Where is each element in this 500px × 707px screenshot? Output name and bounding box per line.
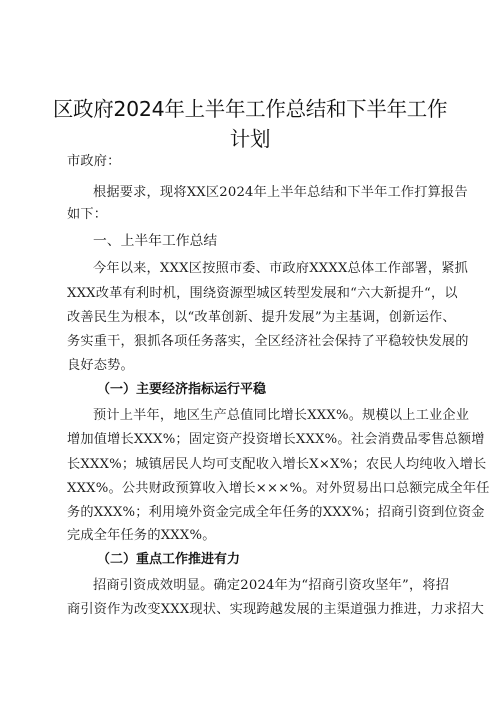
salutation: 市政府： [67,154,121,169]
subsection-1-para-line-6: 完成全年任务的XXX%。 [67,528,216,543]
subsection-1-para-line-3: 长XXX%；城镇居民人均可支配收入增长X×X%；农民人均纯收入增长 [67,457,487,472]
subsection-1-para-line-5: 务的XXX%；利用境外资金完成全年任务的XXX%；招商引资到位资金 [67,505,485,520]
subsection-2-para-line-2: 商引资作为改变XXX现状、实现跨越发展的主渠道强力推进，力求招大 [67,602,484,617]
section-1-para-line-3: 改善民生为根本，以“改革创新、提升发展”为主基调，创新运作、 [67,310,456,325]
intro-line-1: 根据要求，现将XX区2024年上半年总结和下半年工作打算报告 [93,185,468,200]
subsection-1-para-line-2: 增加值增长XXX%；固定资产投资增长XXX%。社会消费品零售总额增 [67,432,485,447]
section-1-para-line-1: 今年以来，XXX区按照市委、市政府XXXX总体工作部署，紧抓 [93,261,469,276]
section-1-para-line-5: 良好态势。 [67,358,134,373]
section-1-heading: 一、上半年工作总结 [93,233,218,249]
subsection-1-para-line-4: XXX%。公共财政预算收入增长×××%。对外贸易出口总额完成全年任 [67,481,490,496]
document-title-line-2: 计划 [229,127,271,151]
subsection-1-heading: （一）主要经济指标运行平稳 [97,382,267,397]
intro-line-2: 如下： [67,207,108,222]
section-1-para-line-4: 务实重干，狠抓各项任务落实，全区经济社会保持了平稳较快发展的 [67,334,469,349]
section-1-para-line-2: XXX改革有利时机，围绕资源型城区转型发展和“六大新提升“，以 [67,286,458,301]
document-title-line-1: 区政府2024年上半年工作总结和下半年工作 [52,97,448,121]
subsection-2-para-line-1: 招商引资成效明显。确定2024年为“招商引资攻坚年”，将招 [93,578,450,593]
subsection-1-para-line-1: 预计上半年，地区生产总值同比增长XXX%。规模以上工业企业 [93,408,470,423]
subsection-2-heading: （二）重点工作推进有力 [97,552,241,567]
